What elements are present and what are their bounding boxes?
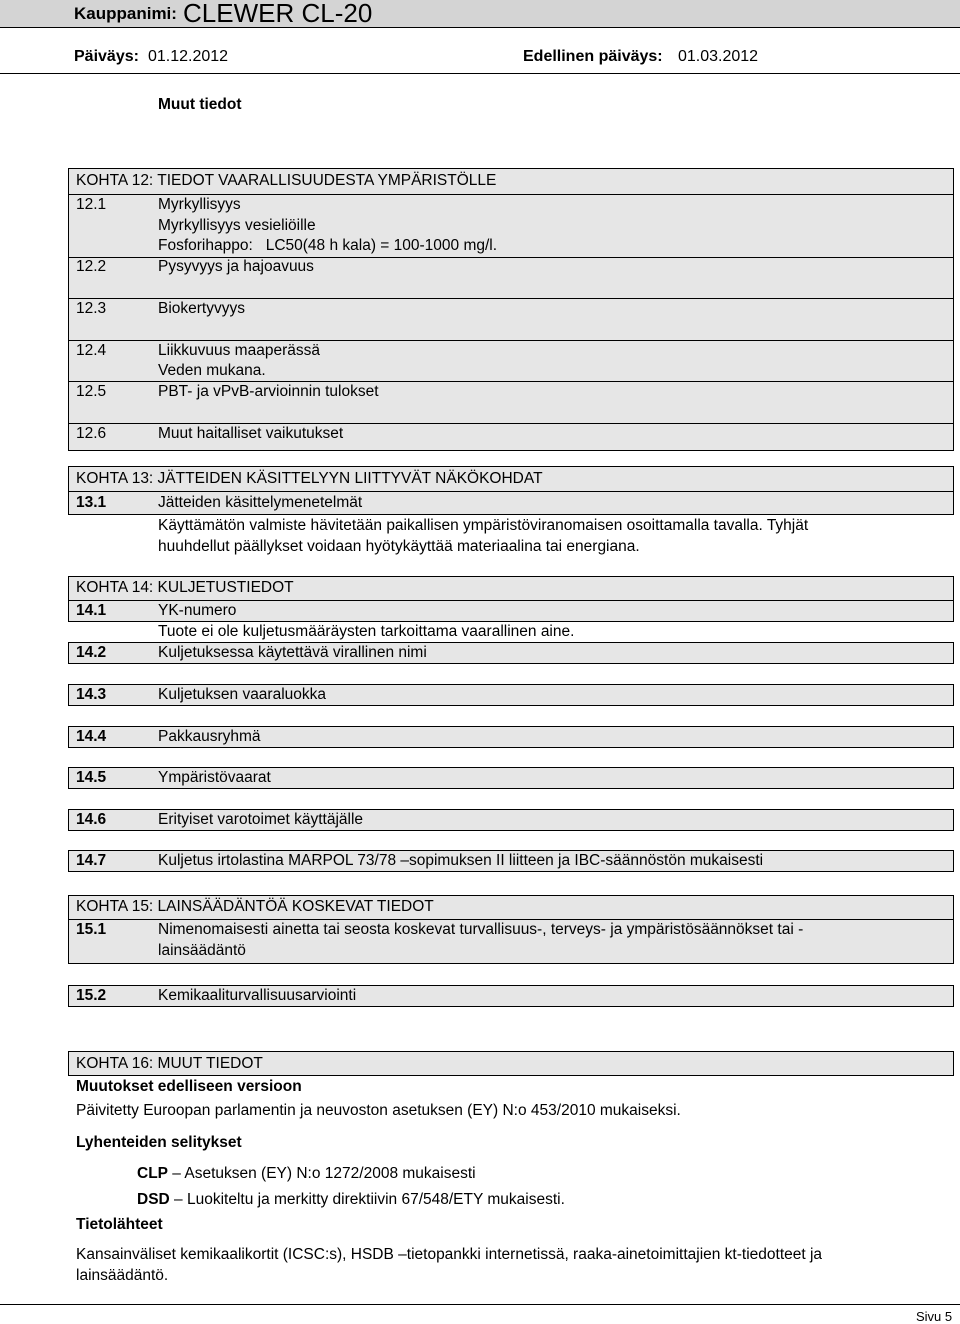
item-number: 12.4 [76,342,107,359]
item-number: 14.6 [76,811,107,828]
item-label: Nimenomaisesti ainetta tai seosta koskevat turvallisuus-, terveys- ja ympäristösäännökset tai - [158,921,804,938]
abbr-value: – Luokiteltu ja merkitty direktiivin 67/548/ETY mukaisesti. [169,1191,565,1208]
section-14-title: KOHTA 14: KULJETUSTIEDOT [76,579,294,596]
item-number: 14.4 [76,728,107,745]
abbr-key: DSD [137,1191,170,1208]
item-label: Biokertyvyys [158,300,245,317]
divider [68,340,954,341]
item-sub: Myrkyllisyys vesieliöille [158,217,316,234]
item-label: lainsäädäntö [158,942,246,959]
item-text: Käyttämätön valmiste hävitetään paikallisen ympäristöviranomaisen osoittamalla tavalla. Tyhjät [158,517,809,534]
changes-heading: Muutokset edelliseen versioon [76,1078,302,1095]
footer-rule [0,1304,960,1305]
date: 01.12.2012 [148,48,229,65]
prev-date: 01.03.2012 [678,48,759,65]
item-number: 12.5 [76,383,107,400]
item-number: 14.5 [76,769,107,786]
item-number: 12.1 [76,196,107,213]
tradename-label: Kauppanimi: [74,4,177,23]
item-value: Fosforihappo: LC50(48 h kala) = 100-1000 mg/l. [158,237,498,254]
section-13-title: KOHTA 13: JÄTTEIDEN KÄSITTELYYN LIITTYVÄT NÄKÖKOHDAT [76,470,543,487]
header-rule-2 [0,73,960,74]
item-label: Kemikaaliturvallisuusarviointi [158,987,357,1004]
other-info-heading: Muut tiedot [158,96,242,113]
item-label: Erityiset varotoimet käyttäjälle [158,811,364,828]
divider [68,298,954,299]
abbr-value: – Asetuksen (EY) N:o 1272/2008 mukaisesti [168,1165,476,1182]
item-label: Kuljetuksessa käytettävä virallinen nimi [158,644,427,661]
sources-heading: Tietolähteet [76,1216,163,1233]
abbr-dsd [137,1191,565,1209]
item-label: YK-numero [158,602,237,619]
item-text: huuhdellut päällykset voidaan hyötykäyttää materiaalina tai energiana. [158,538,640,555]
section-15-title: KOHTA 15: LAINSÄÄDÄNTÖÄ KOSKEVAT TIEDOT [76,898,434,915]
item-label: Muut haitalliset vaikutukset [158,425,344,442]
header-rule [0,27,960,28]
section-16-title: KOHTA 16: MUUT TIEDOT [76,1055,263,1072]
abbr-key: CLP [137,1165,168,1182]
item-number: 12.2 [76,258,107,275]
item-number: 12.6 [76,425,107,442]
item-number: 12.3 [76,300,107,317]
abbr-heading: Lyhenteiden selitykset [76,1134,242,1151]
item-label: Liikkuvuus maaperässä [158,342,320,359]
item-number: 14.1 [76,602,107,619]
item-label: Kuljetuksen vaaraluokka [158,686,327,703]
item-number: 13.1 [76,494,107,511]
item-value: Tuote ei ole kuljetusmääräysten tarkoittama vaarallinen aine. [158,623,575,640]
item-label: Pysyvyys ja hajoavuus [158,258,314,275]
item-label: PBT- ja vPvB-arvioinnin tulokset [158,383,379,400]
item-label: Pakkausryhmä [158,728,261,745]
item-label: Myrkyllisyys [158,196,241,213]
divider [68,194,954,195]
item-number: 14.3 [76,686,107,703]
sources-text: Kansainväliset kemikaalikortit (ICSC:s), HSDB –tietopankki internetissä, raaka-ainetoimittajien kt-tiedotteet ja [76,1246,823,1263]
item-number: 15.1 [76,921,107,938]
prev-date-label: Edellinen päiväys: [523,48,663,65]
divider [68,423,954,424]
item-label: Ympäristövaarat [158,769,271,786]
section-12-title: KOHTA 12: TIEDOT VAARALLISUUDESTA YMPÄRISTÖLLE [76,172,497,189]
item-label: Kuljetus irtolastina MARPOL 73/78 –sopimuksen II liitteen ja IBC-säännöstön mukaisesti [158,852,764,869]
page-number: Sivu 5 [916,1309,953,1324]
item-value: Veden mukana. [158,362,266,379]
item-number: 15.2 [76,987,107,1004]
item-number: 14.2 [76,644,107,661]
divider [68,381,954,382]
changes-text: Päivitetty Euroopan parlamentin ja neuvoston asetuksen (EY) N:o 453/2010 mukaiseksi. [76,1102,681,1119]
date-label: Päiväys: [74,48,139,65]
tradename: CLEWER CL-20 [183,0,373,28]
item-number: 14.7 [76,852,107,869]
sources-text: lainsäädäntö. [76,1267,169,1284]
abbr-clp [137,1165,476,1183]
item-label: Jätteiden käsittelymenetelmät [158,494,363,511]
